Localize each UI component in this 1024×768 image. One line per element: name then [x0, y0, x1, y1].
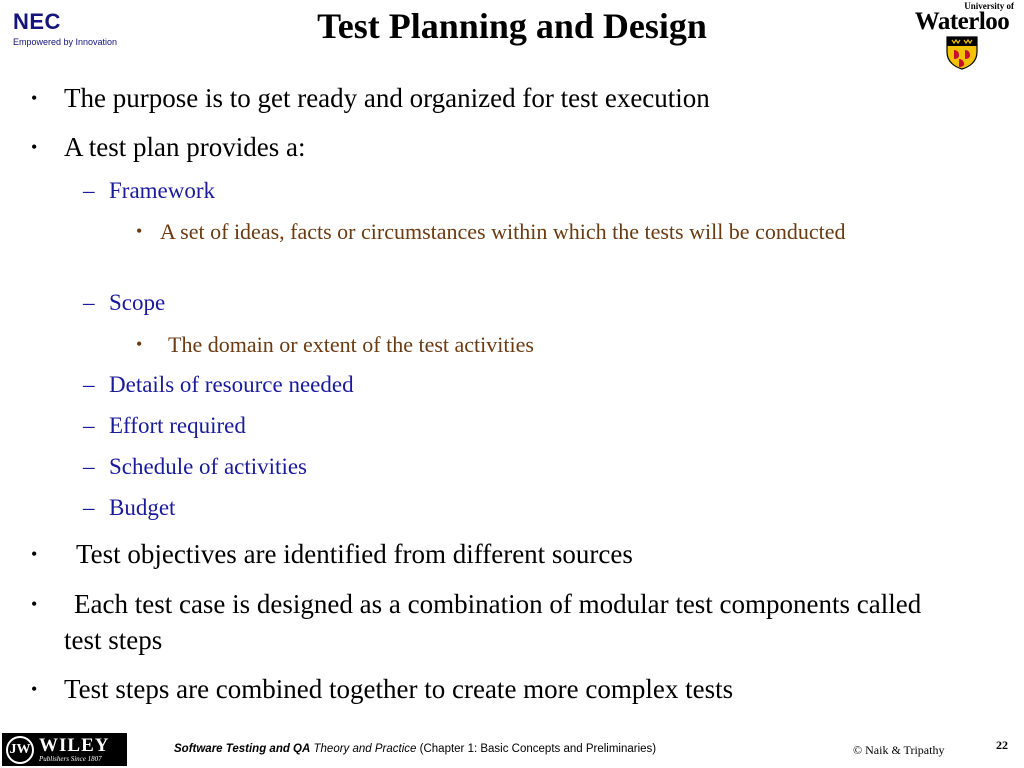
sub-sub-bullet-text: The domain or extent of the test activities [168, 332, 534, 357]
footer-book-info [174, 743, 656, 755]
bullet-text: Each test case is designed as a combination of modular test components called test steps [64, 589, 922, 655]
sub-bullet-text: Scope [109, 290, 166, 315]
sub-sub-bullet-text: A set of ideas, facts or circumstances within which the tests will be conducted [160, 219, 846, 244]
uw-logo-small-text: University of [964, 1, 1014, 11]
bullet-text: The purpose is to get ready and organized for test execution [64, 83, 710, 113]
sub-bullet-text: Details of resource needed [109, 372, 354, 397]
university-of-waterloo-logo [904, 2, 1020, 70]
sub-sub-bullet-framework-definition [136, 216, 950, 247]
nec-logo-tagline: Empowered by Innovation [13, 37, 118, 47]
footer-book-title: Software Testing and QA [174, 743, 311, 755]
bullet-icon: • [31, 137, 38, 157]
page-number: 22 [996, 738, 1008, 752]
sub-bullet-effort [83, 411, 959, 441]
bullet-test-case-design [31, 586, 964, 658]
footer-copyright: © Naik & Tripathy [853, 743, 945, 757]
footer-chapter: (Chapter 1: Basic Concepts and Preliminaries) [419, 743, 657, 755]
sub-bullet-text: Schedule of activities [109, 454, 307, 479]
bullet-icon: • [31, 679, 38, 699]
dash-icon: – [83, 495, 95, 520]
sub-bullet-resources [83, 370, 959, 400]
sub-bullet-text: Framework [109, 178, 216, 203]
sub-bullet-schedule [83, 452, 959, 482]
sub-bullet-framework [83, 176, 959, 206]
sub-bullet-budget [83, 493, 959, 523]
wiley-logo-tagline: Publishers Since 1807 [39, 754, 102, 763]
bullet-test-steps [31, 671, 964, 707]
bullet-icon: • [31, 544, 38, 564]
sub-sub-bullet-scope-definition [136, 329, 958, 360]
wiley-logo [2, 733, 127, 766]
bullet-text: Test objectives are identified from different sources [76, 539, 633, 569]
bullet-icon: • [136, 334, 143, 354]
uw-crest-icon [946, 36, 978, 70]
bullet-test-objectives [31, 536, 976, 572]
dash-icon: – [83, 454, 95, 479]
dash-icon: – [83, 290, 95, 315]
bullet-icon: • [136, 221, 143, 241]
bullet-text: Test steps are combined together to create more complex tests [64, 674, 734, 704]
bullet-icon: • [31, 88, 38, 108]
dash-icon: – [83, 178, 95, 203]
footer-book-subtitle: Theory and Practice [313, 743, 417, 755]
uw-logo-big-text: Waterloo [914, 8, 1010, 35]
nec-logo-name: NEC [13, 9, 61, 34]
bullet-test-plan [31, 129, 964, 165]
wiley-logo-name: WILEY [39, 734, 110, 756]
dash-icon: – [83, 372, 95, 397]
bullet-text: A test plan provides a: [64, 132, 306, 162]
bullet-purpose [31, 80, 964, 116]
sub-bullet-text: Effort required [109, 413, 246, 438]
dash-icon: – [83, 413, 95, 438]
sub-bullet-text: Budget [109, 495, 176, 520]
sub-bullet-scope [83, 288, 959, 318]
wiley-mark-icon: JW [6, 736, 34, 764]
slide-title: Test Planning and Design [317, 6, 707, 46]
bullet-icon: • [31, 594, 38, 614]
